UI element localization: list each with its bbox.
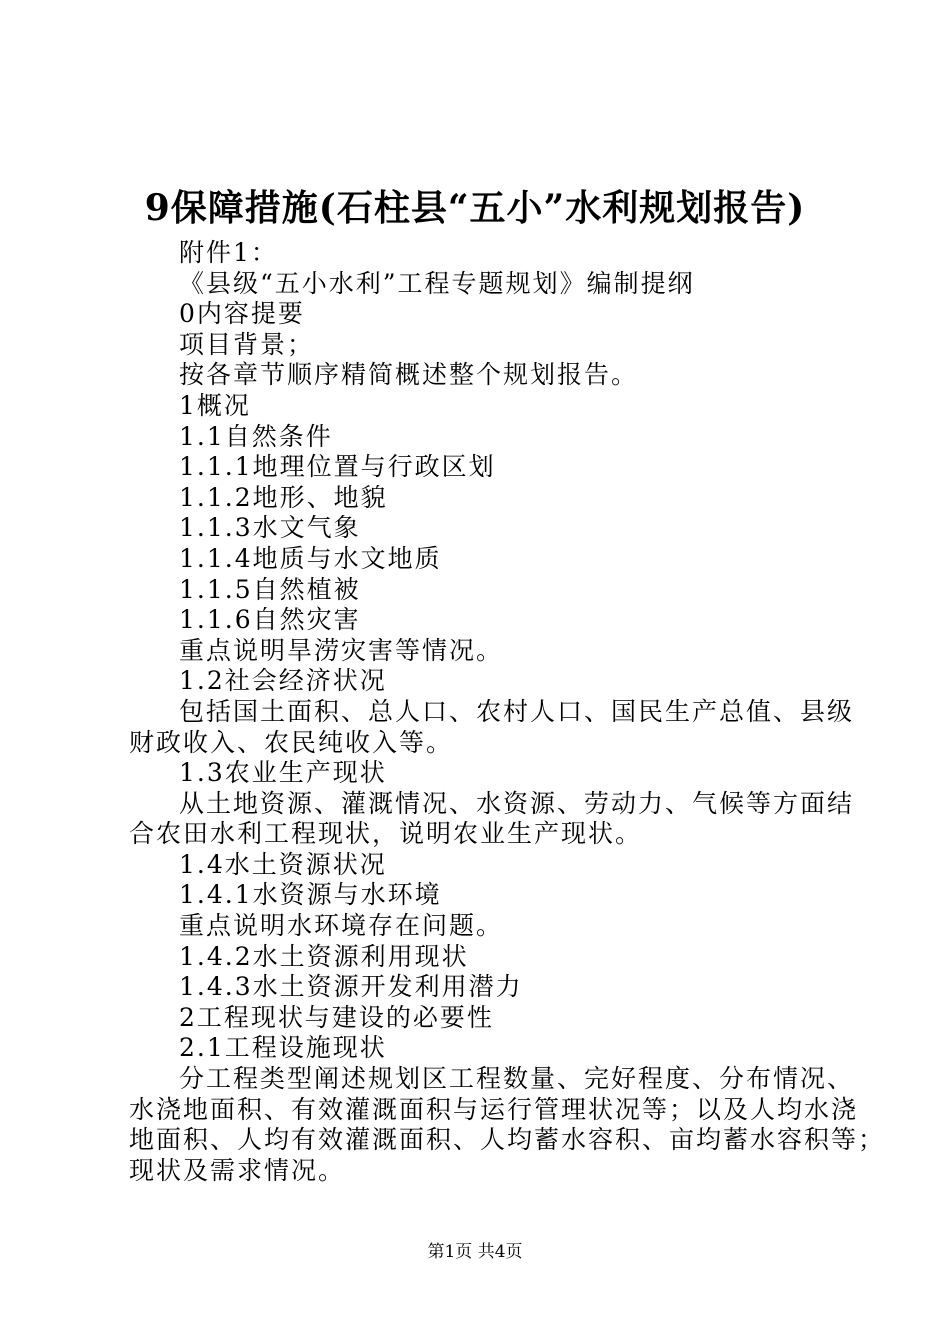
text-line: 1.2社会经济状况 <box>179 666 387 696</box>
text-line: 地面积、人均有效灌溉面积、人均蓄水容积、亩均蓄水容积等； <box>129 1125 886 1155</box>
text-line: 重点说明水环境存在问题。 <box>179 911 504 941</box>
text-line: 合农田水利工程现状，说明农业生产现状。 <box>129 819 643 849</box>
document-title: 9保障措施(石柱县“五小”水利规划报告) <box>144 187 806 229</box>
text-line: 1.4.1水资源与水环境 <box>179 880 442 910</box>
text-line: 重点说明旱涝灾害等情况。 <box>179 635 504 665</box>
text-line: 《县级“五小水利”工程专题规划》编制提纲 <box>179 268 695 298</box>
text-line: 包括国土面积、总人口、农村人口、国民生产总值、县级 <box>179 696 855 726</box>
text-line: 1.1.4地质与水文地质 <box>179 543 442 573</box>
text-line: 现状及需求情况。 <box>129 1155 346 1185</box>
text-line: 财政收入、农民纯收入等。 <box>129 727 454 757</box>
text-line: 1.4水土资源状况 <box>179 849 387 879</box>
text-line: 按各章节顺序精简概述整个规划报告。 <box>179 360 639 390</box>
document-body <box>129 238 886 1186</box>
text-line: 1概况 <box>179 390 251 420</box>
text-line: 1.1.5自然植被 <box>179 574 361 604</box>
text-line: 1.4.2水土资源利用现状 <box>179 941 469 971</box>
text-line: 附件1： <box>179 238 278 267</box>
text-line: 1.3农业生产现状 <box>179 758 387 788</box>
text-line: 1.1.1地理位置与行政区划 <box>179 452 496 482</box>
text-line: 水浇地面积、有效灌溉面积与运行管理状况等；以及人均水浇 <box>129 1094 859 1124</box>
text-line: 1.1.3水文气象 <box>179 513 361 543</box>
text-line: 1.1.2地形、地貌 <box>179 482 388 512</box>
text-line: 分工程类型阐述规划区工程数量、完好程度、分布情况、 <box>179 1064 855 1094</box>
page-footer: 第1页 共4页 <box>427 1242 523 1262</box>
text-line: 1.4.3水土资源开发利用潜力 <box>179 972 523 1002</box>
text-line: 项目背景； <box>179 329 315 359</box>
text-line: 从土地资源、灌溉情况、水资源、劳动力、气候等方面结 <box>179 788 855 818</box>
text-line: 2.1工程设施现状 <box>179 1033 387 1063</box>
text-line: 2工程现状与建设的必要性 <box>179 1002 494 1032</box>
text-line: 0内容提要 <box>179 299 305 329</box>
text-line: 1.1.6自然灾害 <box>179 605 361 635</box>
text-line: 1.1自然条件 <box>179 421 333 451</box>
